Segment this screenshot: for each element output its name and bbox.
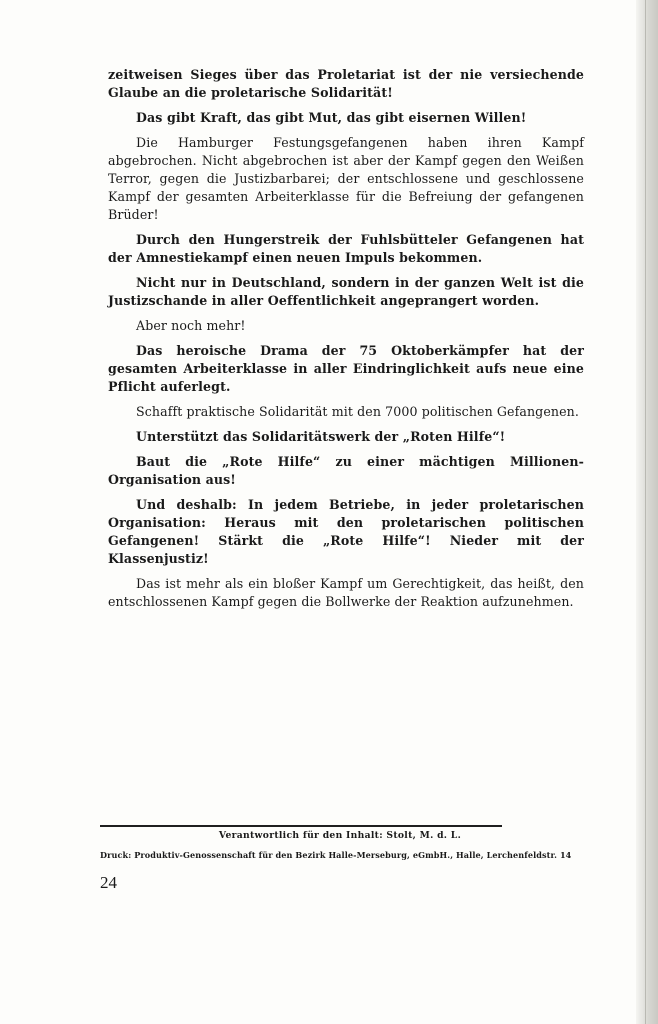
paragraph-12: Das ist mehr als ein bloßer Kampf um Gerechtigkeit, das heißt, den entschlossenen Kampf gegen die Bollwerke der Reaktion aufzunehmen. bbox=[108, 576, 584, 609]
paragraph-6: Aber noch mehr! bbox=[136, 318, 246, 333]
paragraph-1: zeitweisen Sieges über das Proletariat ist der nie versiechende Glaube an die proletarische Solidarität! bbox=[108, 67, 584, 100]
imprint-divider bbox=[100, 825, 502, 827]
paragraph-2: Das gibt Kraft, das gibt Mut, das gibt eisernen Willen! bbox=[136, 110, 527, 125]
paragraph-8: Schafft praktische Solidarität mit den 7000 politischen Gefangenen. bbox=[136, 404, 579, 419]
page-number: 24 bbox=[100, 873, 117, 892]
paragraph-5: Nicht nur in Deutschland, sondern in der ganzen Welt ist die Justizschande in aller Oeffentlichkeit angeprangert worden. bbox=[108, 275, 584, 308]
paragraph-3: Die Hamburger Festungsgefangenen haben ihren Kampf abgebrochen. Nicht abgebrochen ist aber der Kampf gegen den Weißen Terror, gegen die Justizbarbarei; der entschlossene und geschlossene Kampf der gesamten Arbeiterklasse für die Befreiung der gefangenen Brüder! bbox=[108, 135, 584, 222]
paragraph-4: Durch den Hungerstreik der Fuhlsbütteler Gefangenen hat der Amnestiekampf einen neuen Impuls bekommen. bbox=[108, 232, 584, 265]
paragraph-7: Das heroische Drama der 75 Oktoberkämpfer hat der gesamten Arbeiterklasse in aller Eindringlichkeit aufs neue eine Pflicht auferlegt. bbox=[108, 343, 584, 394]
paragraph-11: Und deshalb: In jedem Betriebe, in jeder proletarischen Organisation: Heraus mit den proletarischen politischen Gefangenen! Stärkt die „Rote Hilfe“! Nieder mit der Klassenjustiz! bbox=[108, 497, 584, 566]
paragraph-9: Unterstützt das Solidaritätswerk der „Roten Hilfe“! bbox=[136, 429, 506, 444]
page-edge-shadow bbox=[636, 0, 658, 1024]
imprint-printer: Druck: Produktiv-Genossenschaft für den Bezirk Halle-Merseburg, eGmbH., Halle, Lerchenfeldstr. 14 bbox=[100, 850, 572, 860]
imprint-responsible: Verantwortlich für den Inhalt: Stolt, M. d. L. bbox=[218, 830, 462, 841]
body-text bbox=[108, 66, 584, 618]
paragraph-10: Baut die „Rote Hilfe“ zu einer mächtigen Millionen-Organisation aus! bbox=[108, 454, 584, 487]
